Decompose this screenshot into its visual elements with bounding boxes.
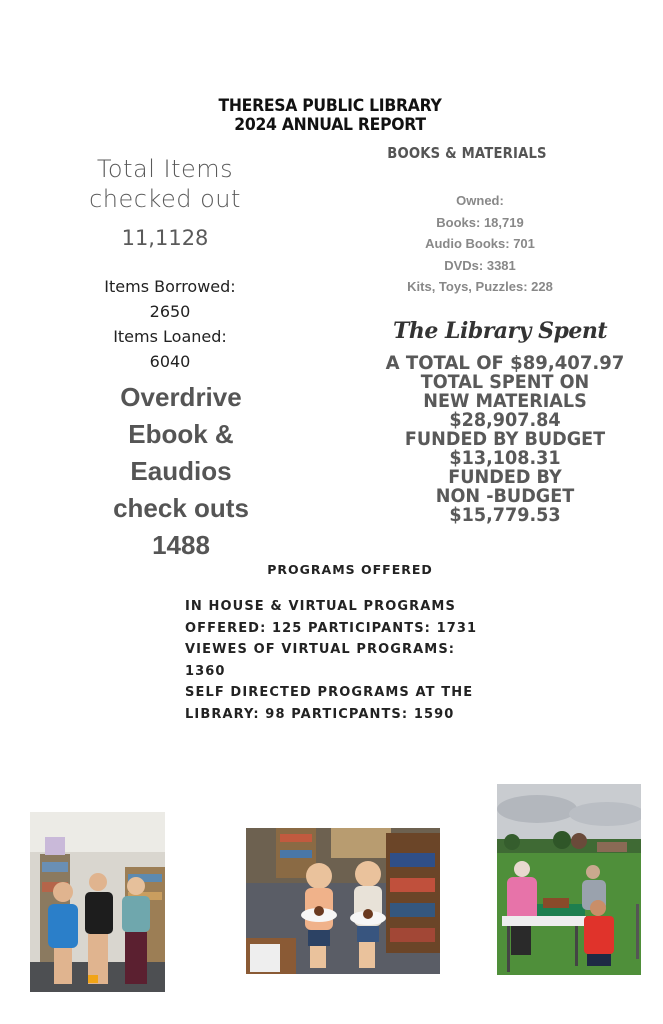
- items-loaned-label: Items Loaned:: [113, 327, 227, 346]
- items-borrowed-label: Items Borrowed:: [104, 277, 236, 296]
- owned-materials: [380, 190, 580, 298]
- spending-line: TOTAL SPENT ON: [420, 372, 590, 393]
- spending-line: $15,779.53: [449, 505, 561, 526]
- owned-item: Audio Books: 701: [425, 236, 535, 251]
- photo-girls-crafts: [30, 812, 165, 992]
- owned-item: DVDs: 3381: [444, 257, 516, 273]
- programs-line: VIEWES OF VIRTUAL PROGRAMS:: [185, 642, 456, 657]
- programs-line: IN HOUSE & VIRTUAL PROGRAMS: [185, 599, 456, 614]
- overdrive-line: Ebook &: [128, 419, 234, 449]
- overdrive-line: check outs: [113, 493, 249, 523]
- spending-summary: [366, 354, 644, 525]
- spending-line: A TOTAL OF $89,407.97: [385, 352, 625, 374]
- programs-heading: PROGRAMS OFFERED: [267, 562, 433, 577]
- total-items-value: 11,1128: [121, 226, 209, 250]
- report-title-line2: 2024 ANNUAL REPORT: [234, 115, 426, 135]
- total-items-label-line2: checked out: [89, 185, 241, 213]
- programs-line: OFFERED: 125 PARTICIPANTS: 1731: [185, 620, 478, 636]
- spending-line: $28,907.84: [449, 410, 561, 431]
- owned-item: Kits, Toys, Puzzles: 228: [407, 279, 553, 294]
- owned-label: Owned:: [456, 193, 504, 208]
- total-items-label-line1: Total Items: [96, 155, 234, 183]
- programs-line: SELF DIRECTED PROGRAMS AT THE: [185, 685, 474, 700]
- items-borrowed-value: 2650: [149, 302, 191, 321]
- photo-girls-cupcakes: [246, 828, 440, 974]
- items-loaned-value: 6040: [149, 352, 191, 371]
- owned-item: Books: 18,719: [436, 214, 524, 230]
- overdrive-value: 1488: [152, 530, 210, 560]
- spending-line: NEW MATERIALS: [423, 391, 587, 412]
- overdrive-line: Overdrive: [120, 382, 242, 412]
- spending-line: FUNDED BY BUDGET: [404, 429, 606, 450]
- total-items-label: [70, 154, 260, 214]
- library-spent-heading: The Library Spent: [392, 318, 608, 344]
- spending-line: NON -BUDGET: [435, 486, 575, 507]
- spending-line: FUNDED BY: [448, 467, 562, 488]
- books-materials-heading: BOOKS & MATERIALS: [387, 144, 547, 162]
- report-title-line1: THERESA PUBLIC LIBRARY: [218, 96, 442, 116]
- spending-line: $13,108.31: [449, 448, 561, 469]
- programs-line: LIBRARY: 98 PARTICPANTS: 1590: [185, 706, 455, 722]
- photo-outdoor-plant-program: [497, 784, 641, 975]
- overdrive-line: Eaudios: [130, 456, 232, 486]
- report-title: [201, 97, 459, 135]
- programs-line: 1360: [185, 663, 226, 679]
- overdrive-stat: [95, 379, 267, 564]
- programs-details: [185, 596, 525, 725]
